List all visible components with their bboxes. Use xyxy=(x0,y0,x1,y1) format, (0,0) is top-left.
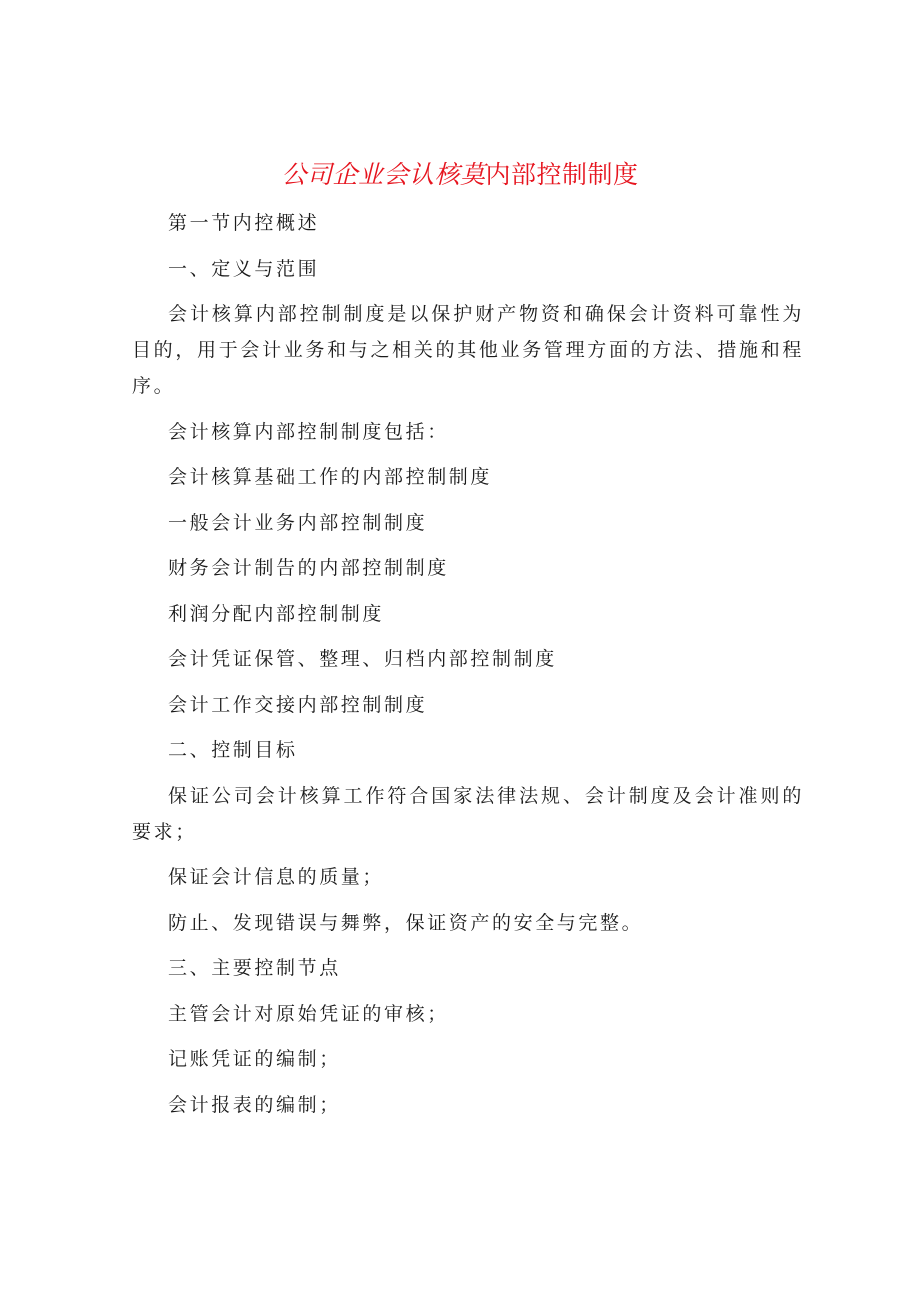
document-title-italic: 公司企业会认核莫 xyxy=(281,160,486,189)
list-item: 记账凭证的编制； xyxy=(168,1048,341,1070)
body-paragraph: 会计核算内部控制制度是以保护财产物资和确保会计资料可靠性为目的，用于会计业务和与之相关的其他业务管理方面的方法、措施和程序。 xyxy=(132,303,804,397)
list-item: 会计工作交接内部控制制度 xyxy=(168,693,428,716)
list-item: 财务会计制告的内部控制制度 xyxy=(168,557,449,579)
body-paragraph: 保证公司会计核算工作符合国家法律法规、会计制度及会计准则的要求； xyxy=(132,784,804,843)
subsection-heading: 三、主要控制节点 xyxy=(168,957,341,979)
list-item: 会计报表的编制； xyxy=(168,1093,341,1116)
list-item: 会计核算基础工作的内部控制制度 xyxy=(168,466,493,488)
section-heading: 第一节内控概述 xyxy=(168,212,320,234)
document-title xyxy=(0,158,920,192)
document-body xyxy=(132,205,804,1132)
list-item: 一般会计业务内部控制制度 xyxy=(168,511,428,534)
list-item: 主管会计对原始凭证的审核； xyxy=(168,1002,449,1025)
list-item: 利润分配内部控制制度 xyxy=(168,602,385,625)
subsection-heading: 二、控制目标 xyxy=(168,739,298,761)
document-title-rest: 内部控制制度 xyxy=(485,160,639,189)
list-item: 会计凭证保管、整理、归档内部控制制度 xyxy=(168,648,557,670)
list-item: 保证会计信息的质量； xyxy=(168,866,385,888)
body-paragraph: 会计核算内部控制制度包括： xyxy=(168,420,449,443)
list-item: 防止、发现错误与舞弊，保证资产的安全与完整。 xyxy=(168,911,644,934)
subsection-heading: 一、定义与范围 xyxy=(168,257,320,280)
